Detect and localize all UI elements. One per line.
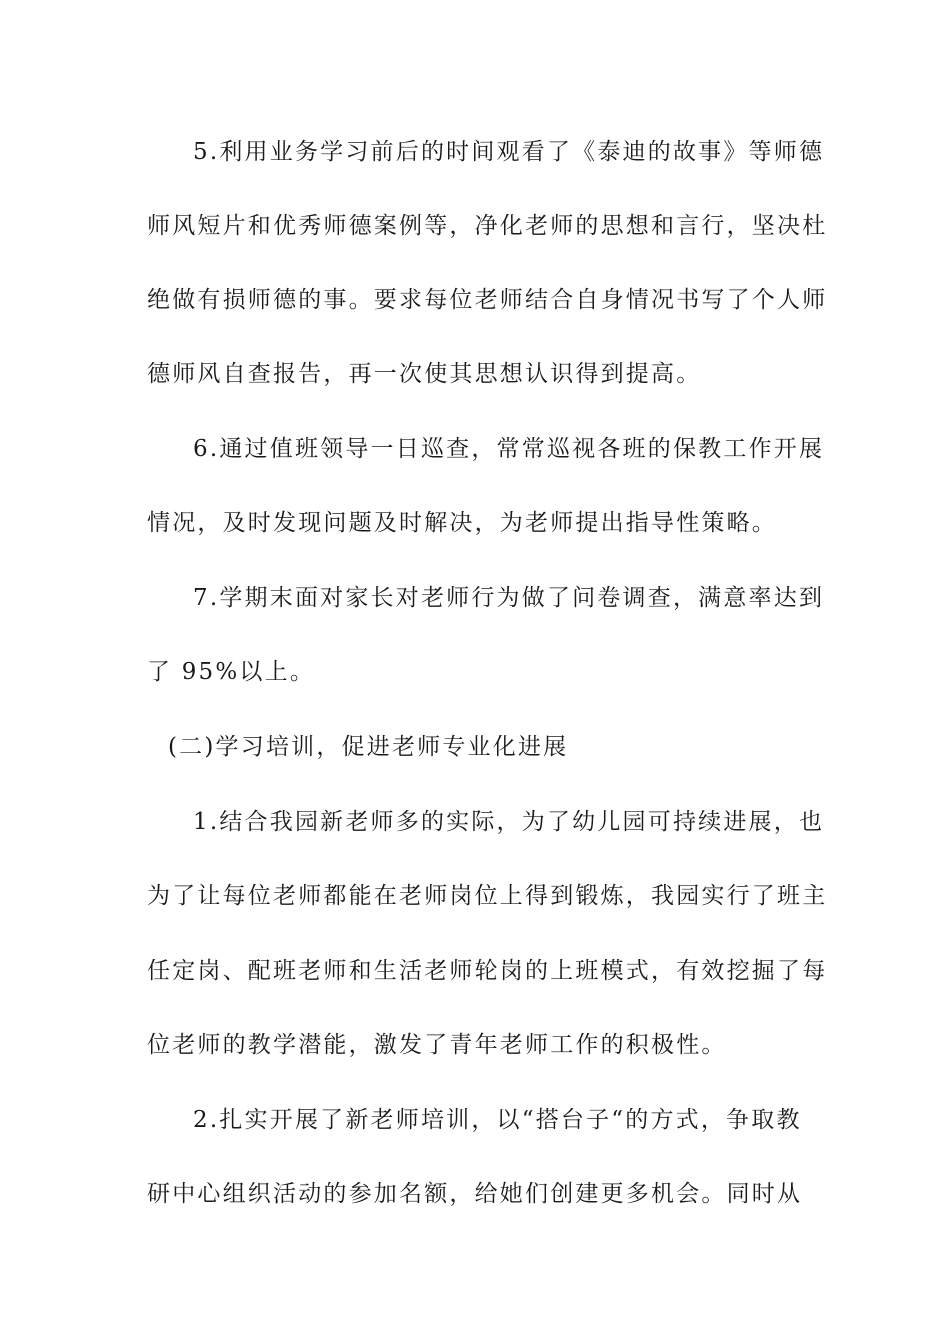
paragraph-line: 6.通过值班领导一日巡查，常常巡视各班的保教工作开展	[193, 436, 825, 462]
paragraph-line: 情况，及时发现问题及时解决，为老师提出指导性策略。	[147, 510, 777, 536]
paragraph-line: 1.结合我园新老师多的实际，为了幼儿园可持续进展，也	[193, 809, 825, 835]
paragraph-line: 5.利用业务学习前后的时间观看了《泰迪的故事》等师德	[193, 139, 825, 165]
paragraph-line: 位老师的教学潜能，激发了青年老师工作的积极性。	[147, 1032, 727, 1058]
paragraph-line: 德师风自查报告，再一次使其思想认识得到提高。	[147, 361, 702, 387]
paragraph-line: 2.扎实开展了新老师培训，以“搭台子“的方式，争取教	[193, 1107, 802, 1133]
paragraph-line: 师风短片和优秀师德案例等，净化老师的思想和言行，坚决杜	[147, 213, 828, 239]
paragraph-line: 了 95%以上。	[147, 659, 316, 685]
paragraph-line: 研中心组织活动的参加名额，给她们创建更多机会。同时从	[147, 1181, 803, 1207]
paragraph-line: 为了让每位老师都能在老师岗位上得到锻炼，我园实行了班主	[147, 883, 828, 909]
paragraph-line: 绝做有损师德的事。要求每位老师结合自身情况书写了个人师	[147, 287, 828, 313]
paragraph-line: 7.学期末面对家长对老师行为做了问卷调查，满意率达到	[193, 585, 825, 611]
paragraph-line: 任定岗、配班老师和生活老师轮岗的上班模式，有效挖掘了每	[147, 958, 828, 984]
section-heading: (二)学习培训，促进老师专业化进展	[168, 734, 569, 760]
